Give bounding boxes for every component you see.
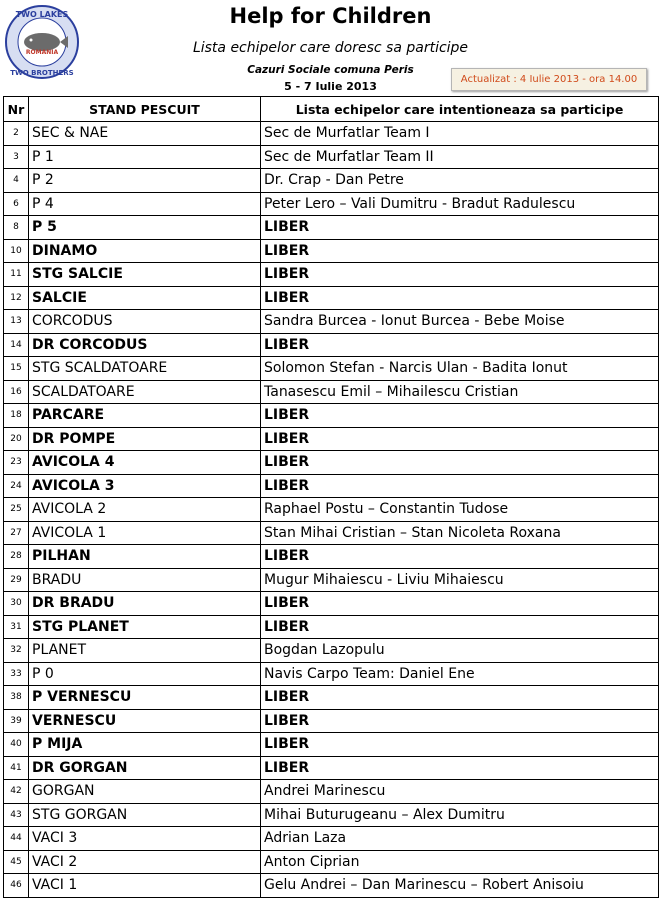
row-team: LIBER <box>261 545 659 569</box>
row-team: Dr. Crap - Dan Petre <box>261 169 659 193</box>
row-stand: STG GORGAN <box>29 803 261 827</box>
row-team: LIBER <box>261 263 659 287</box>
row-stand: PILHAN <box>29 545 261 569</box>
row-stand: SEC & NAE <box>29 122 261 146</box>
row-team: LIBER <box>261 239 659 263</box>
updated-badge: Actualizat : 4 Iulie 2013 - ora 14.00 <box>451 68 647 91</box>
table-row <box>4 310 659 334</box>
row-stand: DR GORGAN <box>29 756 261 780</box>
row-nr: 32 <box>4 639 29 663</box>
row-team: LIBER <box>261 474 659 498</box>
row-team: Raphael Postu – Constantin Tudose <box>261 498 659 522</box>
row-team: LIBER <box>261 615 659 639</box>
row-stand: P 4 <box>29 192 261 216</box>
row-nr: 6 <box>4 192 29 216</box>
row-team: LIBER <box>261 404 659 428</box>
row-team: LIBER <box>261 286 659 310</box>
row-stand: DINAMO <box>29 239 261 263</box>
table-row <box>4 380 659 404</box>
teams-table <box>3 96 659 898</box>
row-stand: SCALDATOARE <box>29 380 261 404</box>
row-team: Andrei Marinescu <box>261 780 659 804</box>
row-team: Anton Ciprian <box>261 850 659 874</box>
row-nr: 18 <box>4 404 29 428</box>
row-nr: 14 <box>4 333 29 357</box>
row-stand: AVICOLA 1 <box>29 521 261 545</box>
table-row <box>4 686 659 710</box>
row-nr: 11 <box>4 263 29 287</box>
row-nr: 20 <box>4 427 29 451</box>
row-stand: P VERNESCU <box>29 686 261 710</box>
row-stand: DR CORCODUS <box>29 333 261 357</box>
row-nr: 45 <box>4 850 29 874</box>
row-stand: VACI 3 <box>29 827 261 851</box>
table-row <box>4 568 659 592</box>
row-stand: PLANET <box>29 639 261 663</box>
row-stand: STG SCALDATOARE <box>29 357 261 381</box>
table-row <box>4 192 659 216</box>
table-row <box>4 427 659 451</box>
logo-text-bottom: TWO BROTHERS <box>10 69 74 77</box>
row-stand: CORCODUS <box>29 310 261 334</box>
row-stand: P MIJA <box>29 733 261 757</box>
page-title: Help for Children <box>229 4 432 28</box>
table-row <box>4 498 659 522</box>
table-row <box>4 874 659 898</box>
table-row <box>4 333 659 357</box>
row-nr: 23 <box>4 451 29 475</box>
row-team: LIBER <box>261 733 659 757</box>
table-row <box>4 850 659 874</box>
table-row <box>4 733 659 757</box>
row-team: LIBER <box>261 216 659 240</box>
row-stand: STG SALCIE <box>29 263 261 287</box>
row-team: Stan Mihai Cristian – Stan Nicoleta Roxana <box>261 521 659 545</box>
page-subtitle: Lista echipelor care doresc sa participe <box>192 40 469 56</box>
row-team: Mugur Mihaiescu - Liviu Mihaiescu <box>261 568 659 592</box>
row-nr: 40 <box>4 733 29 757</box>
row-team: Solomon Stefan - Narcis Ulan - Badita Ionut <box>261 357 659 381</box>
row-stand: SALCIE <box>29 286 261 310</box>
row-stand: VACI 2 <box>29 850 261 874</box>
table-header-row <box>4 97 659 122</box>
row-nr: 28 <box>4 545 29 569</box>
table-row <box>4 639 659 663</box>
row-team: LIBER <box>261 451 659 475</box>
logo-text-top: TWO LAKES <box>15 10 69 19</box>
row-team: LIBER <box>261 756 659 780</box>
row-nr: 16 <box>4 380 29 404</box>
row-stand: AVICOLA 4 <box>29 451 261 475</box>
table-row <box>4 239 659 263</box>
row-nr: 31 <box>4 615 29 639</box>
table-row <box>4 216 659 240</box>
row-stand: AVICOLA 2 <box>29 498 261 522</box>
row-nr: 27 <box>4 521 29 545</box>
row-nr: 43 <box>4 803 29 827</box>
table-row <box>4 592 659 616</box>
row-team: LIBER <box>261 333 659 357</box>
row-stand: VACI 1 <box>29 874 261 898</box>
row-team: Gelu Andrei – Dan Marinescu – Robert Anisoiu <box>261 874 659 898</box>
row-stand: P 5 <box>29 216 261 240</box>
row-nr: 33 <box>4 662 29 686</box>
table-body <box>4 122 659 898</box>
row-team: Peter Lero – Vali Dumitru - Bradut Radulescu <box>261 192 659 216</box>
column-header-stand: STAND PESCUIT <box>29 97 261 122</box>
table-row <box>4 827 659 851</box>
row-team: LIBER <box>261 709 659 733</box>
table-row <box>4 521 659 545</box>
row-team: Navis Carpo Team: Daniel Ene <box>261 662 659 686</box>
row-team: Tanasescu Emil – Mihailescu Cristian <box>261 380 659 404</box>
row-nr: 41 <box>4 756 29 780</box>
row-nr: 13 <box>4 310 29 334</box>
table-row <box>4 756 659 780</box>
table-row <box>4 615 659 639</box>
table-row <box>4 286 659 310</box>
event-dates: 5 - 7 Iulie 2013 <box>284 80 377 93</box>
row-team: Sec de Murfatlar Team I <box>261 122 659 146</box>
row-nr: 2 <box>4 122 29 146</box>
table-row <box>4 169 659 193</box>
row-team: Adrian Laza <box>261 827 659 851</box>
row-stand: BRADU <box>29 568 261 592</box>
row-nr: 4 <box>4 169 29 193</box>
row-team: LIBER <box>261 686 659 710</box>
row-team: Sec de Murfatlar Team II <box>261 145 659 169</box>
row-nr: 24 <box>4 474 29 498</box>
table-row <box>4 662 659 686</box>
row-nr: 38 <box>4 686 29 710</box>
row-team: Sandra Burcea - Ionut Burcea - Bebe Moise <box>261 310 659 334</box>
row-nr: 25 <box>4 498 29 522</box>
table-row <box>4 545 659 569</box>
table-row <box>4 357 659 381</box>
row-team: LIBER <box>261 592 659 616</box>
row-stand: P 2 <box>29 169 261 193</box>
row-stand: STG PLANET <box>29 615 261 639</box>
column-header-teams: Lista echipelor care intentioneaza sa participe <box>261 97 659 122</box>
row-nr: 39 <box>4 709 29 733</box>
row-nr: 8 <box>4 216 29 240</box>
row-team: LIBER <box>261 427 659 451</box>
row-stand: AVICOLA 3 <box>29 474 261 498</box>
row-nr: 44 <box>4 827 29 851</box>
table-row <box>4 803 659 827</box>
row-stand: P 0 <box>29 662 261 686</box>
table-row <box>4 474 659 498</box>
table-row <box>4 451 659 475</box>
row-stand: P 1 <box>29 145 261 169</box>
row-nr: 3 <box>4 145 29 169</box>
table-row <box>4 709 659 733</box>
row-team: Mihai Buturugeanu – Alex Dumitru <box>261 803 659 827</box>
row-stand: DR POMPE <box>29 427 261 451</box>
row-stand: DR BRADU <box>29 592 261 616</box>
table-row <box>4 780 659 804</box>
row-nr: 12 <box>4 286 29 310</box>
column-header-nr: Nr <box>4 97 29 122</box>
row-nr: 30 <box>4 592 29 616</box>
row-nr: 10 <box>4 239 29 263</box>
row-team: Bogdan Lazopulu <box>261 639 659 663</box>
logo-text-mid: ROMANIA <box>25 49 59 56</box>
row-nr: 29 <box>4 568 29 592</box>
table-row <box>4 145 659 169</box>
table-row <box>4 122 659 146</box>
table-row <box>4 404 659 428</box>
event-name: Cazuri Sociale comuna Peris <box>247 64 414 76</box>
table-row <box>4 263 659 287</box>
row-stand: PARCARE <box>29 404 261 428</box>
row-nr: 15 <box>4 357 29 381</box>
row-stand: VERNESCU <box>29 709 261 733</box>
row-nr: 42 <box>4 780 29 804</box>
row-nr: 46 <box>4 874 29 898</box>
row-stand: GORGAN <box>29 780 261 804</box>
